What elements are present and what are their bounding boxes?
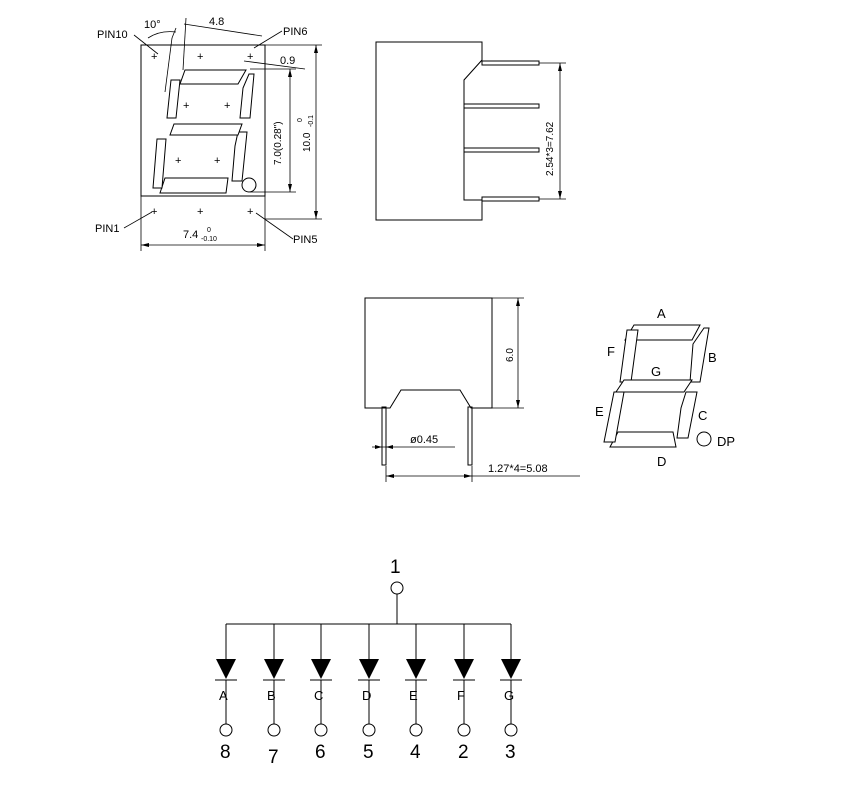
dim-depth-label: 6.0	[505, 348, 516, 362]
pin-mark: +	[224, 100, 231, 112]
map-seg-g	[616, 380, 692, 392]
pin-mark: +	[247, 206, 254, 218]
pin-number: 4	[410, 742, 421, 763]
pin-terminal	[220, 724, 232, 736]
pin-mark: +	[151, 51, 158, 63]
pin-terminal	[505, 724, 517, 736]
map-label-dp: DP	[717, 434, 736, 449]
pin-terminal	[458, 724, 470, 736]
map-label-d: D	[657, 454, 667, 469]
map-label-a: A	[657, 306, 666, 321]
end-pin	[382, 407, 386, 465]
pin-mark: +	[214, 155, 221, 167]
pin-mark: +	[183, 100, 190, 112]
map-seg-c	[677, 392, 697, 438]
pin1-label: PIN1	[95, 223, 120, 235]
map-seg-d	[610, 432, 676, 447]
dim-height-label: 10.0	[302, 132, 313, 152]
segment-label: F	[457, 688, 465, 703]
map-seg-dp	[697, 432, 711, 446]
map-seg-f	[620, 330, 638, 382]
pin-mark: +	[151, 206, 158, 218]
arrowhead	[314, 211, 318, 219]
diode-branch	[215, 624, 237, 763]
pin-number: 6	[315, 742, 326, 763]
dim-seg-label: 0.9	[280, 55, 296, 67]
dim-pitch-label: 4.8	[209, 16, 225, 28]
arrowhead	[288, 184, 292, 192]
side-pin	[482, 61, 539, 65]
dim-height-tol-bottom: -0.1	[308, 114, 315, 127]
dim-height-tol-top: 0	[297, 118, 304, 122]
diode-symbol	[406, 659, 426, 679]
pin-terminal	[315, 724, 327, 736]
schematic	[215, 557, 522, 768]
segment-label: C	[314, 688, 324, 703]
side-pin	[482, 197, 539, 201]
diode-branch	[453, 624, 475, 763]
end-pin	[468, 407, 472, 465]
diode-branch	[405, 624, 427, 763]
arrowhead	[314, 45, 318, 53]
segment-label: B	[267, 688, 276, 703]
pin-mark: +	[175, 155, 182, 167]
map-label-g: G	[651, 364, 662, 379]
pin-terminal	[410, 724, 422, 736]
arrowhead	[288, 69, 292, 77]
map-label-b: B	[708, 350, 717, 365]
top-view	[95, 16, 322, 251]
arrowhead	[558, 63, 562, 71]
pin6-leader	[254, 31, 282, 48]
segment-label: D	[362, 688, 372, 703]
pin-mark: +	[197, 51, 204, 63]
diode-symbol	[359, 659, 379, 679]
diode-symbol	[501, 659, 521, 679]
front-seg-b	[240, 74, 254, 118]
front-seg-a	[180, 70, 246, 84]
dim-seg-line	[244, 61, 305, 69]
angle-label: 10°	[144, 19, 161, 31]
dim-char-height-label: 7.0(0.28")	[273, 121, 284, 165]
diode-branch	[263, 624, 285, 768]
pin-number: 2	[458, 742, 469, 763]
pin-terminal	[363, 724, 375, 736]
arrowhead	[558, 191, 562, 199]
diode-symbol	[454, 659, 474, 679]
diode-branch	[358, 624, 380, 763]
arrowhead	[464, 474, 472, 478]
arrowhead	[141, 243, 149, 247]
diode-branch	[310, 624, 332, 763]
pin6-label: PIN6	[283, 26, 308, 38]
front-seg-c	[232, 132, 247, 181]
common-pin-terminal	[391, 582, 403, 594]
arrowhead	[516, 298, 520, 306]
pin-number: 5	[363, 742, 374, 763]
segment-label: G	[504, 688, 515, 703]
map-label-e: E	[595, 404, 604, 419]
dim-pins-label: 2.54*3=7.62	[545, 121, 556, 176]
front-seg-f	[167, 80, 180, 118]
dim-pitch-ext	[183, 18, 186, 70]
side-body	[376, 42, 482, 220]
dim-offset-label: 1.27*4=5.08	[488, 463, 548, 475]
arrowhead	[386, 474, 394, 478]
pin-number: 7	[268, 747, 279, 768]
arrowhead	[386, 445, 393, 449]
dim-width-tol-bottom: -0.10	[201, 236, 217, 243]
map-label-f: F	[607, 344, 615, 359]
dim-pin-dia-label: ø0.45	[410, 434, 439, 446]
diode-array	[215, 624, 522, 768]
end-body	[365, 298, 492, 408]
diode-symbol	[311, 659, 331, 679]
side-pin	[464, 148, 539, 152]
segment-map	[595, 306, 735, 469]
angle-arc	[148, 32, 176, 38]
map-label-c: C	[698, 408, 708, 423]
side-pin	[464, 104, 539, 108]
pin5-label: PIN5	[293, 234, 318, 246]
arrowhead	[375, 445, 382, 449]
arrowhead	[516, 400, 520, 408]
front-seg-d	[160, 178, 228, 193]
dim-width-tol-top: 0	[207, 227, 211, 234]
pin-number: 8	[220, 742, 231, 763]
front-segments	[153, 70, 256, 193]
front-seg-dp	[242, 178, 256, 192]
arrowhead	[257, 243, 265, 247]
pin1-leader	[124, 212, 152, 228]
common-pin-number: 1	[390, 557, 401, 578]
diode-symbol	[216, 659, 236, 679]
front-seg-g	[170, 124, 242, 135]
pin-mark: +	[197, 206, 204, 218]
pin-number: 3	[505, 742, 516, 763]
pin10-label: PIN10	[97, 29, 128, 41]
diode-branch	[500, 624, 522, 763]
side-view	[376, 42, 566, 220]
pin-terminal	[268, 724, 280, 736]
diode-symbol	[264, 659, 284, 679]
segment-label: A	[219, 688, 228, 703]
slant-ext	[172, 28, 176, 38]
pin5-leader	[256, 213, 293, 239]
pin-mark: +	[247, 51, 254, 63]
segment-label: E	[409, 688, 418, 703]
end-view	[365, 298, 580, 482]
dim-width-label: 7.4	[183, 229, 199, 241]
